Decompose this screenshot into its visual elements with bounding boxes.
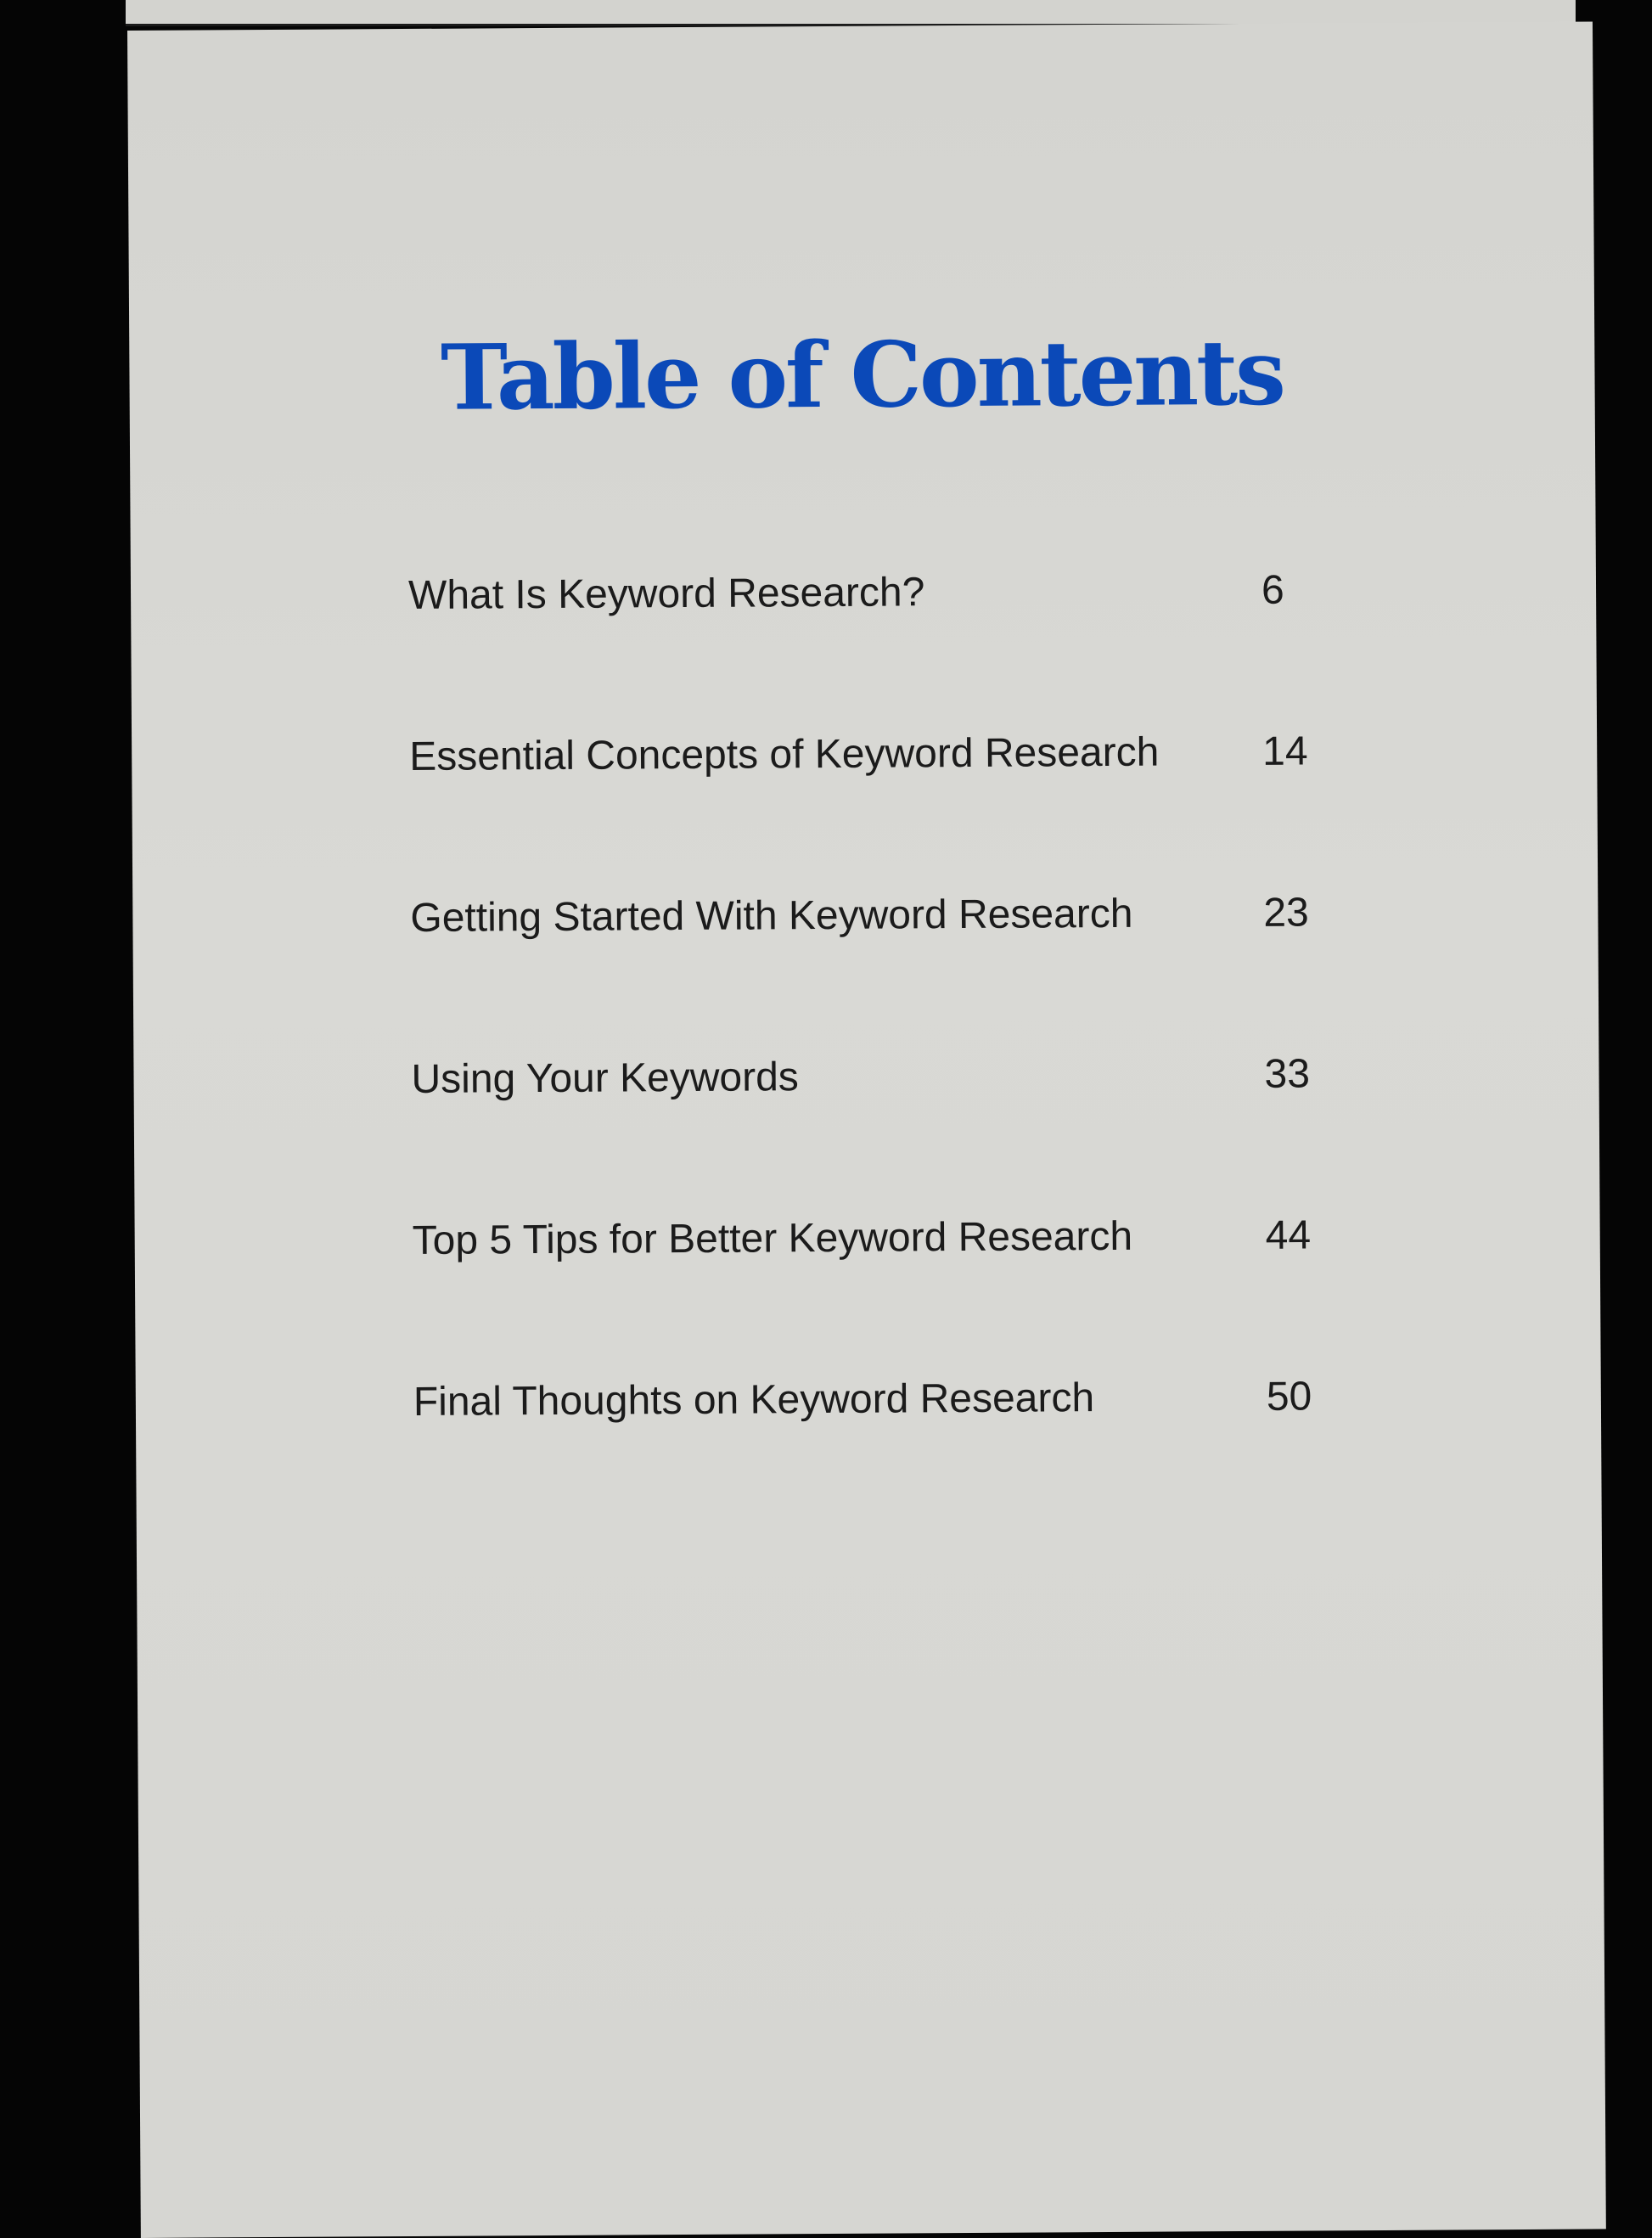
toc-entry[interactable] [413, 1352, 1348, 1520]
toc-entry-page-number: 50 [1266, 1374, 1312, 1420]
toc-entry-title: Using Your Keywords [411, 1054, 799, 1102]
toc-entry[interactable] [410, 869, 1345, 1036]
toc-entry[interactable] [411, 1030, 1346, 1197]
page-title: Table of Contents [440, 318, 1284, 430]
toc-entry[interactable] [409, 707, 1344, 874]
toc-entry-page-number: 6 [1261, 567, 1284, 613]
toc-entry[interactable] [408, 546, 1343, 713]
toc-entry-page-number: 23 [1263, 890, 1309, 936]
toc-entry-title: Essential Concepts of Keyword Research [409, 729, 1160, 779]
toc-entry-page-number: 14 [1262, 728, 1308, 774]
toc-entry-title: Getting Started With Keyword Research [410, 891, 1133, 941]
toc-entry-title: Final Thoughts on Keyword Research [413, 1375, 1095, 1425]
toc-entry-page-number: 44 [1265, 1212, 1312, 1258]
toc-entry-title: Top 5 Tips for Better Keyword Research [412, 1213, 1133, 1263]
table-of-contents [408, 546, 1348, 1520]
document-page [127, 21, 1606, 2237]
toc-entry-title: What Is Keyword Research? [407, 570, 925, 618]
toc-entry-page-number: 33 [1264, 1051, 1311, 1097]
toc-entry[interactable] [412, 1191, 1346, 1358]
